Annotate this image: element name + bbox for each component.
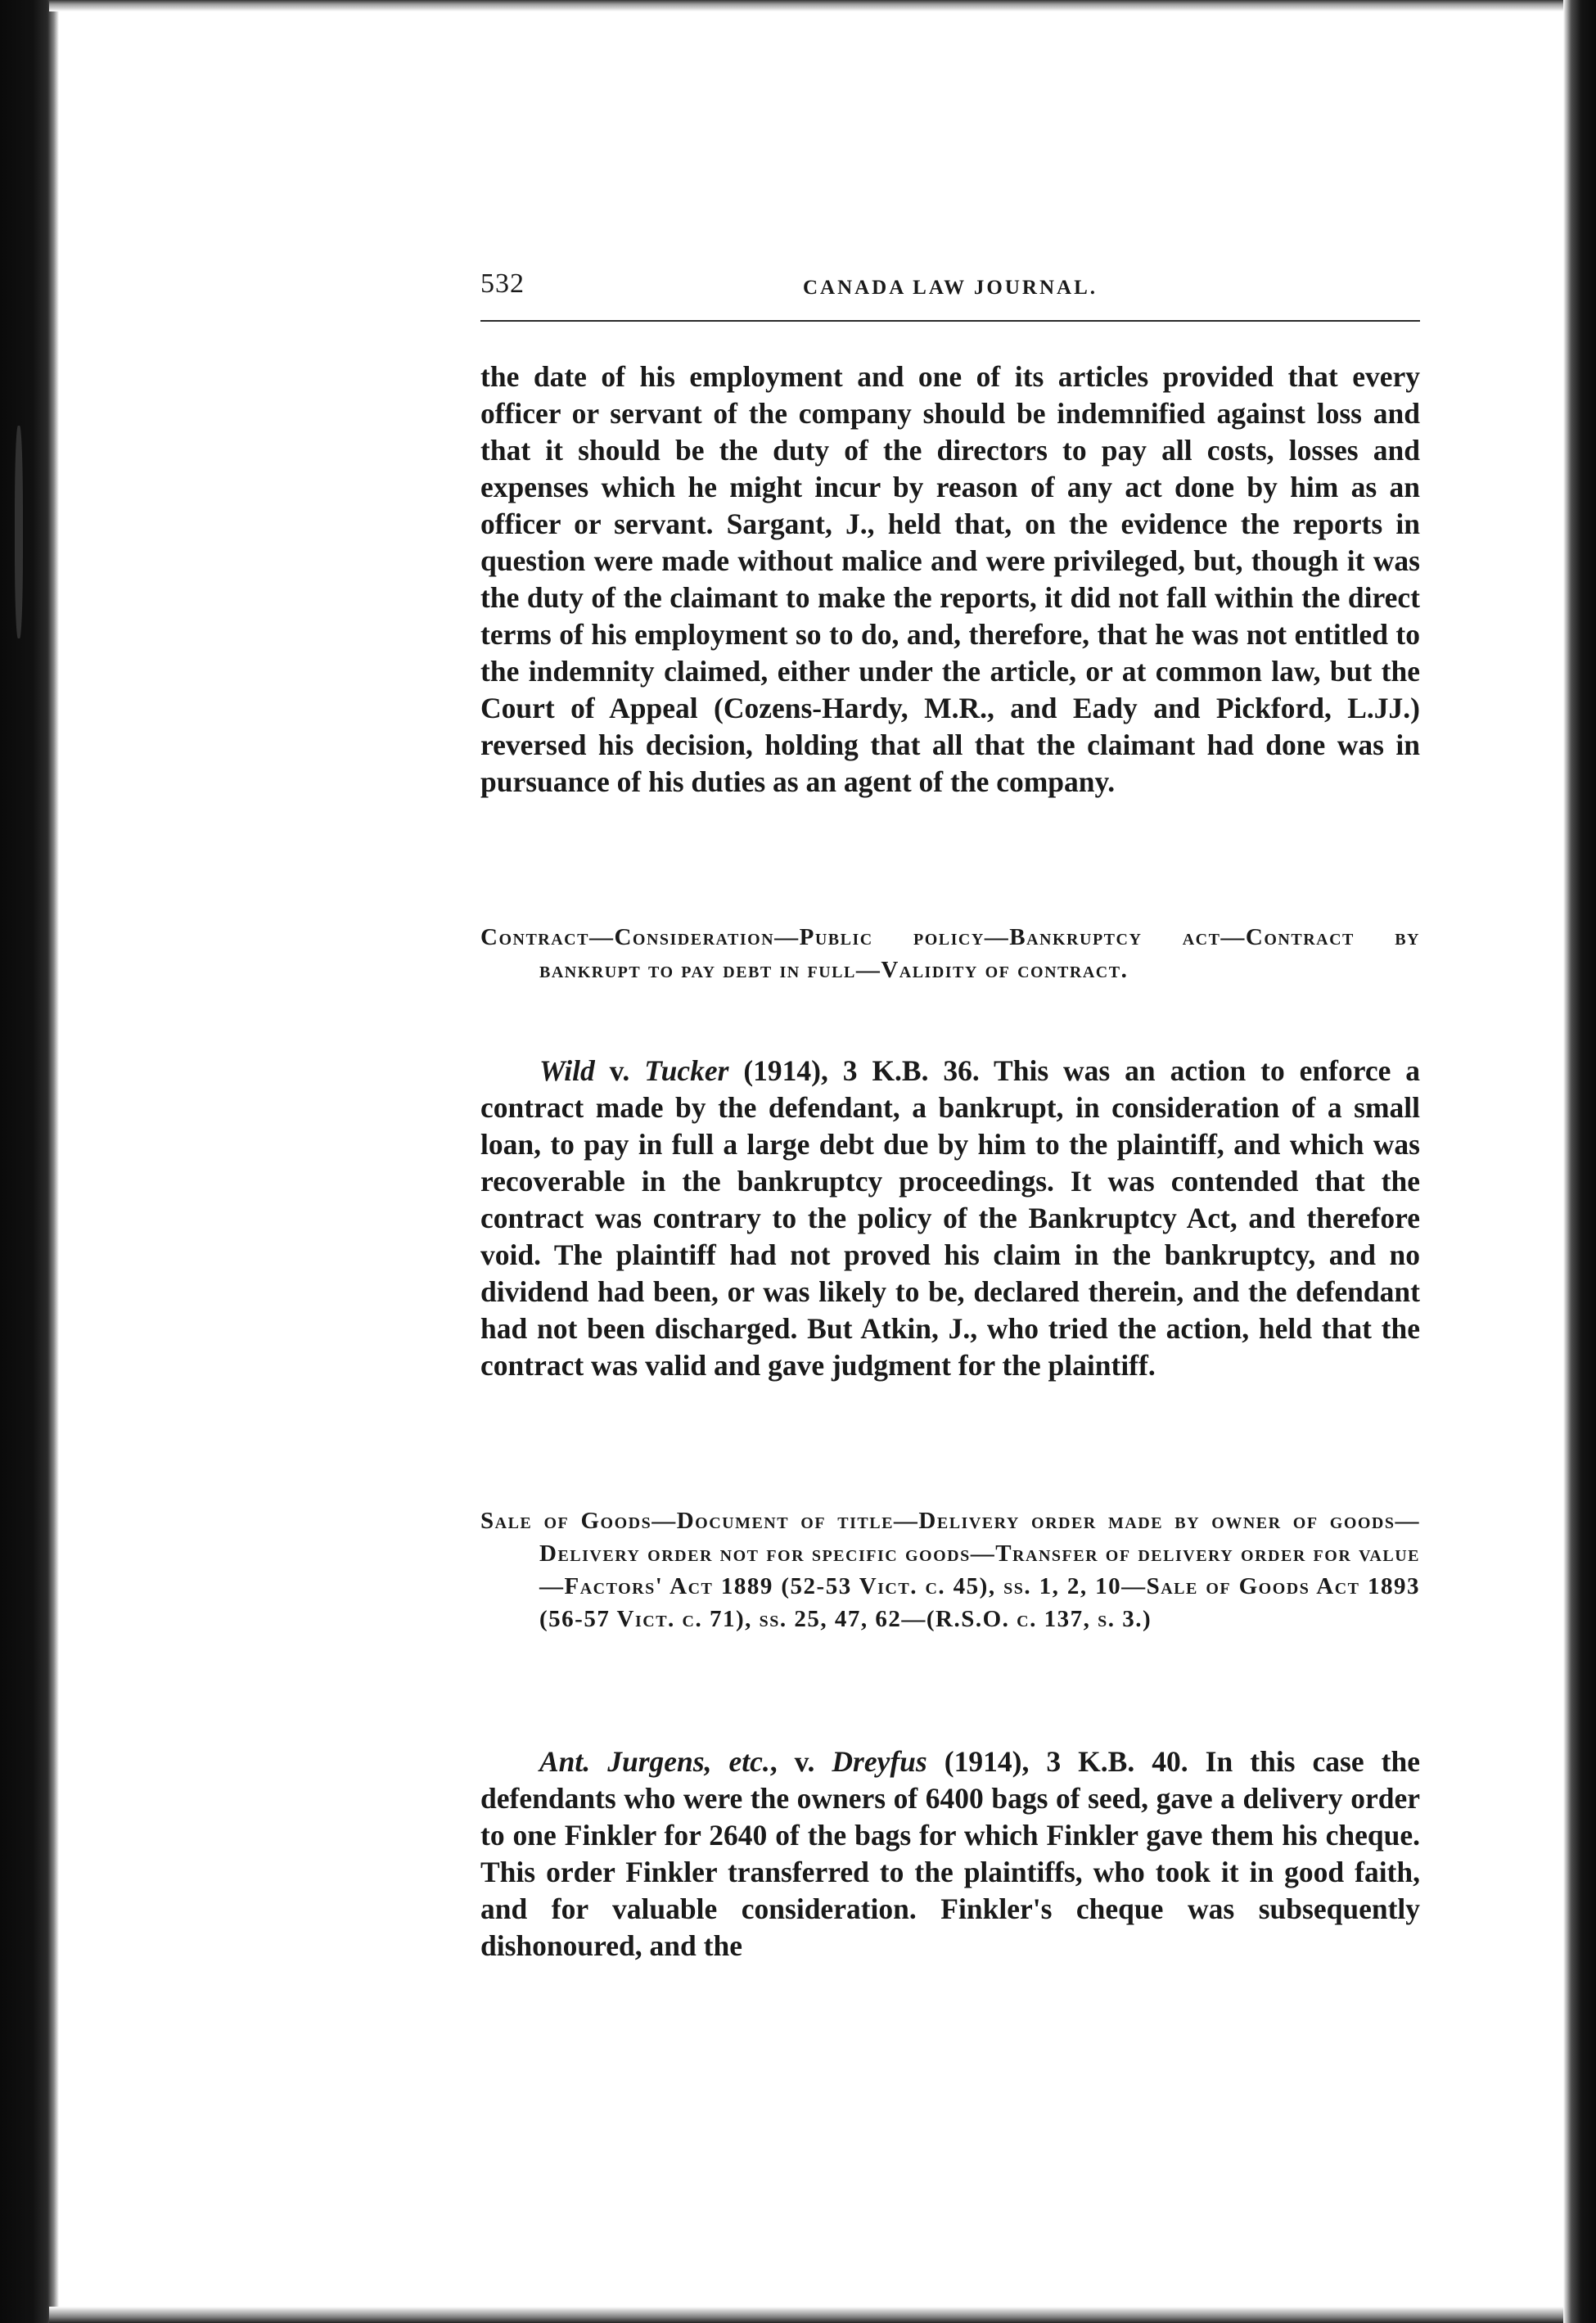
scan-edge-bottom [49,2307,1563,2323]
scan-edge-right [1563,0,1596,2323]
scan-artifact [15,426,23,638]
section-heading-sale-of-goods [480,1504,1420,1635]
header-rule [480,320,1420,322]
scan-edge-left [0,0,59,2323]
case-party-jurgens: Ant. Jurgens, etc. [539,1745,770,1778]
heading-text: Contract—Consideration—Public policy—Bankruptcy act—Contract by bankrupt to pay debt in full—Validity of contract. [480,924,1420,983]
paragraph-text: (1914), 3 K.B. 36. This was an action to enforce a contract made by the defendant, a bankrupt, in consideration of a small loan, to pay in full a large debt due by him to the plaintiff, and which was recoverable in the bankruptcy proceedings. It was contended that the contract was contrary to the policy of the Bankruptcy Act, and therefore void. The plaintiff had not proved his claim in the bankruptcy, and no dividend had been, or was likely to be, declared therein, and the defendant had not been discharged. But Atkin, J., who tried the action, held that the contract was valid and gave judgment for the plaintiff. [480,1054,1421,1382]
versus: , v. [769,1745,832,1778]
scan-edge-top [49,0,1563,11]
page-header [480,260,1420,309]
versus: v. [594,1054,645,1087]
case-party-tucker: Tucker [644,1054,729,1087]
page-number: 532 [480,268,525,299]
paragraph-text: (1914), 3 K.B. 40. In this case the defendants who were the owners of 6400 bags of seed, gave a delivery order to one Finkler for 2640 of the bags for which Finkler gave them his cheque. This order Finkler transferred to the plaintiffs, who took it in good faith, and for valuable consideration. Finkler's cheque was subsequently dishonoured, and the [480,1745,1420,1962]
case-party-wild: Wild [539,1054,595,1087]
heading-text: Sale of Goods—Document of title—Delivery order made by owner of goods—Delivery order not for specific goods—Transfer of delivery order for value—Factors' Act 1889 (52-53 Vict. c. 45), ss. 1, 2, 10—Sale of Goods Act 1893 (56-57 Vict. c. 71), ss. 25, 47, 62—(R.S.O. c. 137, s. 3.) [480,1508,1420,1632]
paragraph-jurgens-v-dreyfus [480,1743,1420,1964]
running-title: CANADA LAW JOURNAL. [802,277,1098,299]
paragraph-continuation: the date of his employment and one of its articles provided that every officer or servant of the company should be indemnified against loss and that it should be the duty of the directors to pay all costs, losses and expenses which he might incur by reason of any act done by him as an officer or servant. Sargant, J., held that, on the evidence the reports in question were made without malice and were privileged, but, though it was the duty of the claimant to make the reports, it did not fall within the direct terms of his employment so to do, and, therefore, that he was not entitled to the indemnity claimed, either under the article, or at common law, but the Court of Appeal (Cozens-Hardy, M.R., and Eady and Pickford, L.JJ.) reversed his decision, holding that all that the claimant had done was in pursuance of his duties as an agent of the company. [480,360,1420,798]
section-heading-contract [480,921,1420,986]
paragraph-wild-v-tucker [480,1053,1420,1384]
case-party-dreyfus: Dreyfus [832,1745,927,1778]
journal-page [480,260,1421,1962]
